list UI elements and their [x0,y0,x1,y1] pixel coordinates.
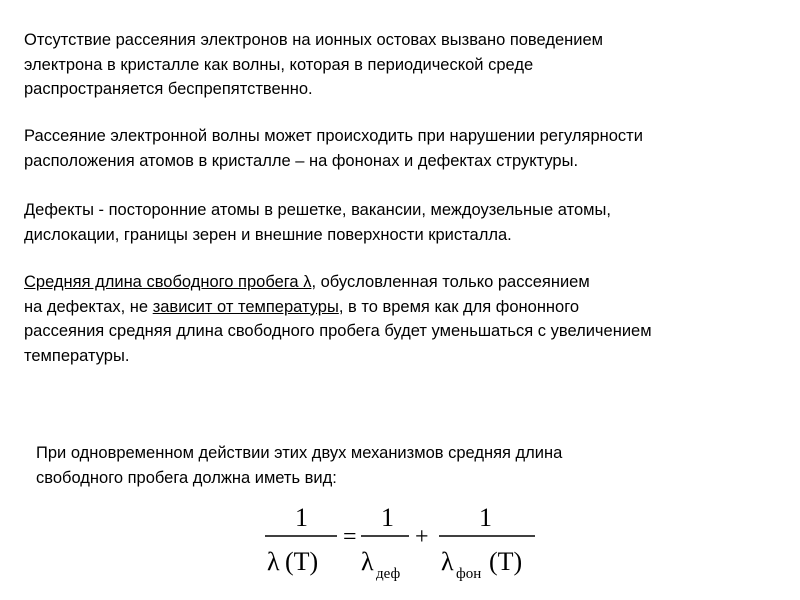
text-line: свободного пробега должна иметь вид: [36,468,337,487]
text-fragment: на дефектах, не [24,297,153,316]
fon-subscript: фон [456,566,482,582]
text-line: дислокации, границы зерен и внешние поверхности кристалла. [24,225,512,244]
mathiessen-formula [255,498,545,588]
paragraph-mean-free-path [24,270,794,368]
def-lambda: λ [361,547,374,576]
text-line: Отсутствие рассеяния электронов на ионных остовах вызвано поведением [24,31,603,49]
text-line: рассеяния средняя длина свободного пробега будет уменьшаться с увеличением [24,322,652,340]
paragraph-defects [24,198,794,247]
paragraph-wave-scattering [24,124,794,173]
text-line [24,295,794,320]
def-subscript: деф [376,566,401,582]
text-line [24,270,794,295]
text-line: температуры. [24,346,130,365]
fon-lambda: λ [441,547,454,576]
fon-numerator: 1 [479,503,492,532]
text-line: При одновременном действии этих двух механизмов средняя длина [36,444,563,462]
plus-sign: + [415,524,429,550]
paragraph-scattering-absence [24,28,794,102]
text-line: расположения атомов в кристалле – на фононах и дефектах структуры. [24,151,579,170]
text-line: электрона в кристалле как волны, которая в периодической среде [24,55,534,74]
fon-argument: (T) [489,547,523,576]
text-line: распространяется беспрепятственно. [24,80,313,98]
underlined-phrase: зависит от температуры [152,297,339,316]
lhs-numerator: 1 [295,503,308,532]
text-line: Рассеяние электронной волны может происходить при нарушении регулярности [24,127,643,145]
equals-sign: = [343,524,357,550]
underlined-term: Средняя длина свободного пробега λ [24,273,312,291]
lhs-argument: (T) [285,547,319,576]
text-fragment: , в то время как для фононного [338,297,580,316]
formula-svg [255,498,545,588]
text-line: Дефекты - посторонние атомы в решетке, вакансии, междоузельные атомы, [24,201,611,219]
paragraph-combined-mechanisms [36,441,776,490]
text-fragment: , обусловленная только рассеянием [311,273,590,291]
def-numerator: 1 [381,503,394,532]
lhs-lambda: λ [267,547,280,576]
